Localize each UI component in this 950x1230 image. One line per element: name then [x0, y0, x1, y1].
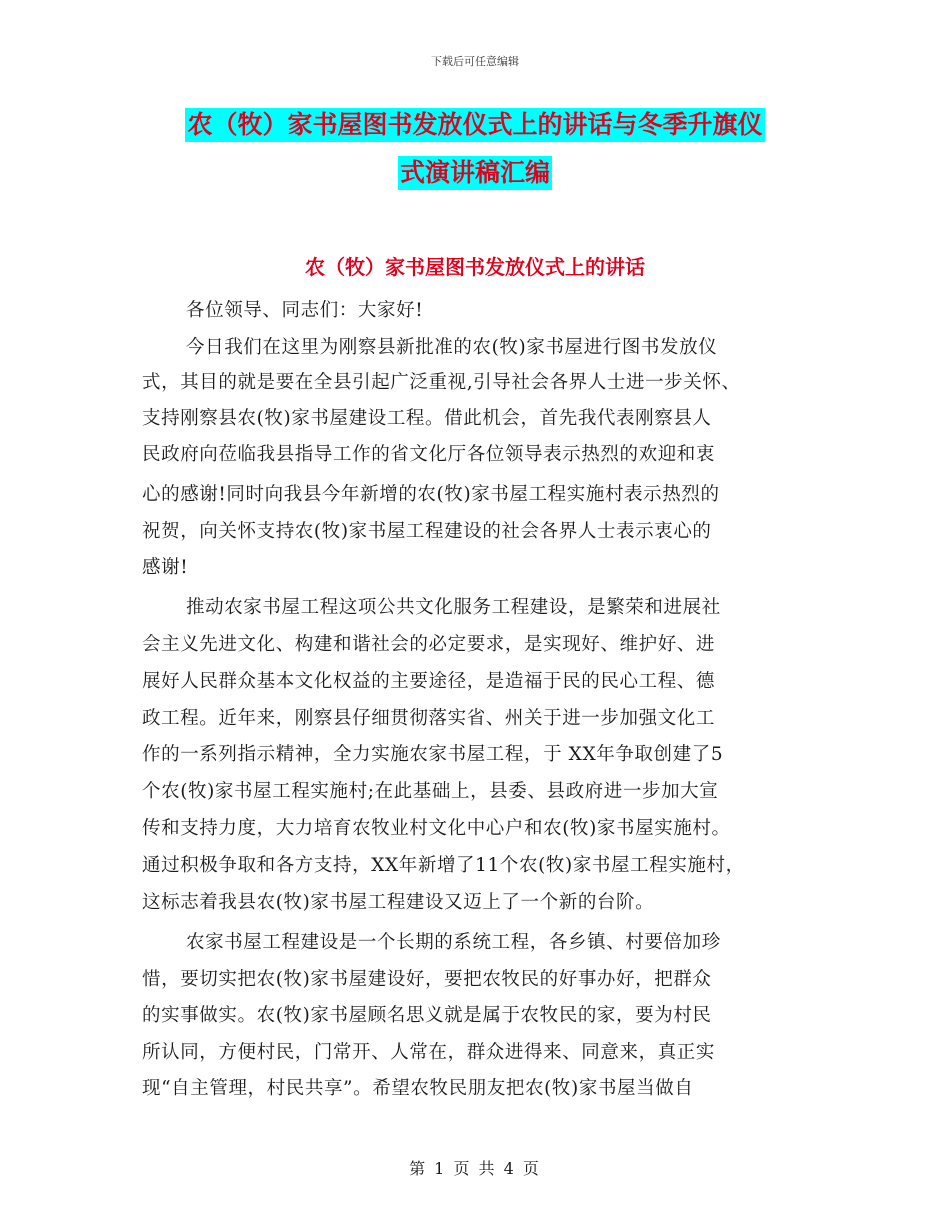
text-line: 展好人民群众基本文化权益的主要途径，是造福于民的民心工程、德 [142, 671, 716, 692]
text-line: 会主义先进文化、构建和谐社会的必定要求，是实现好、维护好、进 [142, 634, 716, 655]
page-footer: 第 1 页 共 4 页 [409, 1159, 541, 1178]
text-line: 心的感谢!同时向我县今年新增的农(牧)家书屋工程实施村表示热烈的 [142, 484, 720, 505]
text-line: 式，其目的就是要在全县引起广泛重视,引导社会各界人士进一步关怀、 [142, 372, 741, 393]
title-line-1: 农（牧）家书屋图书发放仪式上的讲话与冬季升旗仪 [185, 108, 764, 142]
text-line: 今日我们在这里为刚察县新批准的农(牧)家书屋进行图书发放仪 [186, 337, 718, 358]
text-line: 支持刚察县农(牧)家书屋建设工程。借此机会，首先我代表刚察县人 [142, 408, 712, 429]
text-line: 所认同，方便村民，门常开、人常在，群众进得来、同意来，真正实 [142, 1042, 716, 1063]
text-line: 惜，要切实把农(牧)家书屋建设好，要把农牧民的好事办好，把群众 [142, 969, 712, 990]
text-line: 这标志着我县农(牧)家书屋工程建设又迈上了一个新的台阶。 [142, 892, 655, 913]
text-line: 推动农家书屋工程这项公共文化服务工程建设，是繁荣和进展社 [186, 597, 721, 618]
text-line: 祝贺，向关怀支持农(牧)家书屋工程建设的社会各界人士表示衷心的 [142, 521, 712, 542]
document-title [0, 108, 950, 190]
text-line: 的实事做实。农(牧)家书屋顾名思义就是属于农牧民的家，要为村民 [142, 1005, 712, 1026]
text-line: 作的一系列指示精神，全力实施农家书屋工程，于 XX年争取创建了5 [142, 744, 724, 765]
text-line: 政工程。近年来，刚察县仔细贯彻落实省、州关于进一步加强文化工 [142, 708, 716, 729]
text-line: 个农(牧)家书屋工程实施村;在此基础上，县委、县政府进一步加大宣 [142, 781, 719, 802]
text-line: 农家书屋工程建设是一个长期的系统工程，各乡镇、村要倍加珍 [186, 932, 721, 953]
text-line: 传和支持力度，大力培育农牧业村文化中心户和农(牧)家书屋实施村。 [142, 818, 731, 839]
text-line: 现“自主管理，村民共享”。希望农牧民朋友把农(牧)家书屋当做自 [142, 1078, 694, 1099]
text-line: 感谢! [142, 557, 189, 578]
title-line-2: 式演讲稿汇编 [398, 156, 552, 190]
text-line: 通过积极争取和各方支持，XX年新增了11个农(牧)家书屋工程实施村， [142, 855, 745, 876]
section-heading: 农（牧）家书屋图书发放仪式上的讲话 [305, 255, 645, 279]
text-line: 民政府向莅临我县指导工作的省文化厅各位领导表示热烈的欢迎和衷 [142, 444, 716, 465]
text-line: 各位领导、同志们：大家好! [186, 300, 424, 321]
header-note: 下载后可任意编辑 [431, 55, 519, 68]
